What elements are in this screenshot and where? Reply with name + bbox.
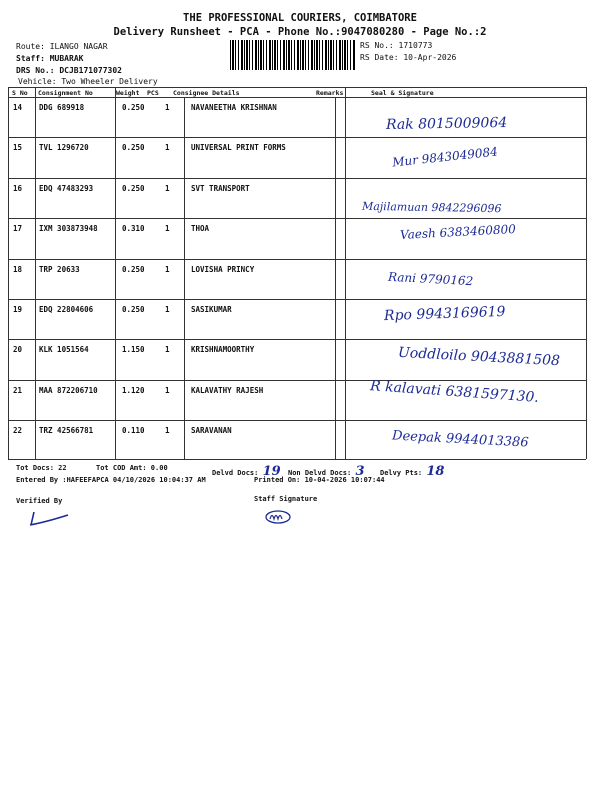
row-weight: 0.250 (122, 143, 145, 153)
row-pcs: 1 (165, 305, 170, 314)
row-weight: 0.310 (122, 224, 145, 234)
tot-docs-value: 22 (58, 464, 67, 472)
row-consignment-no: KLK 1051564 (39, 345, 89, 355)
row-pcs: 1 (165, 143, 170, 153)
row-weight: 0.250 (122, 183, 145, 193)
row-consignee: KRISHNAMOORTHY (191, 345, 255, 355)
row-consignee: THOA (191, 224, 210, 234)
col-divider (35, 87, 36, 459)
page-title: Delivery Runsheet - PCA - Phone No.:9047080280 - Page No.:2 (113, 26, 487, 38)
row-pcs: 1 (165, 103, 170, 112)
tot-cod-label: Tot COD Amt: (96, 464, 147, 472)
col-divider (586, 87, 587, 459)
non-delvd-docs-label: Non Delvd Docs: (288, 469, 352, 477)
row-divider (8, 420, 586, 421)
handwritten-signature: Vaesh 6383460800 (399, 221, 517, 243)
tot-cod (96, 464, 168, 472)
row-divider (8, 178, 586, 179)
handwritten-signature: Majilamuan 9842296096 (361, 199, 502, 216)
rs-no-line (360, 41, 432, 50)
header-bottom-rule (8, 97, 586, 98)
drs-value: DCJB171077302 (59, 66, 122, 75)
row-divider (8, 137, 586, 138)
drs-line (16, 66, 122, 75)
company-name: THE PROFESSIONAL COURIERS, COIMBATORE (183, 12, 417, 24)
delvd-docs-label: Delvd Docs: (212, 469, 259, 477)
tot-docs-label: Tot Docs: (16, 464, 54, 472)
route-label: Route: (16, 42, 45, 51)
row-divider (8, 380, 586, 381)
rs-date-value: 10-Apr-2026 (403, 53, 457, 62)
col-divider (115, 87, 116, 459)
handwritten-signature: Rani 9790162 (387, 269, 474, 289)
col-divider (345, 87, 346, 459)
handwritten-signature: R kalavati 6381597130. (369, 378, 540, 406)
row-weight: 0.250 (122, 103, 145, 112)
col-remarks: Remarks (316, 89, 344, 97)
verified-by-label: Verified By (16, 497, 63, 505)
row-consignee: UNIVERSAL PRINT FORMS (191, 143, 286, 153)
drs-label: DRS No.: (16, 66, 55, 75)
row-consignee: SASIKUMAR (191, 305, 232, 314)
row-divider (8, 259, 586, 260)
row-consignment-no: MAA 872206710 (39, 385, 98, 395)
verified-signature-mark (26, 510, 72, 528)
row-consignment-no: EDQ 47483293 (39, 183, 94, 193)
row-divider (8, 218, 586, 219)
row-sno: 18 (13, 264, 23, 274)
delvy-pts-value: 18 (426, 464, 445, 479)
row-pcs: 1 (165, 426, 170, 436)
printed-on-value: 10-04-2026 10:07:44 (304, 476, 385, 484)
row-consignment-no: IXM 303873948 (39, 224, 98, 234)
col-sno: S No (12, 89, 28, 97)
tot-cod-value: 0.00 (150, 464, 168, 472)
handwritten-signature: Mur 9843049084 (391, 144, 499, 170)
col-weight: Weight (116, 89, 140, 97)
col-seal-signature: Seal & Signature (371, 89, 434, 97)
col-divider (184, 97, 185, 459)
rs-date-line (360, 53, 456, 62)
row-sno: 20 (13, 345, 23, 355)
entered-by (16, 476, 206, 484)
table-top-rule (8, 87, 586, 88)
handwritten-signature: Deepak 9944013386 (391, 428, 529, 451)
row-weight: 0.110 (122, 426, 145, 436)
col-divider (335, 97, 336, 459)
row-sno: 16 (13, 183, 23, 193)
row-consignment-no: TRP 20633 (39, 264, 80, 274)
rs-no-value: 1710773 (398, 41, 433, 50)
non-delvd-docs-value: 3 (355, 464, 365, 479)
row-divider (8, 299, 586, 300)
row-consignee: KALAVATHY RAJESH (191, 385, 264, 395)
row-consignment-no: EDQ 22804606 (39, 305, 94, 314)
row-pcs: 1 (165, 345, 170, 355)
row-weight: 1.150 (122, 345, 145, 355)
row-weight: 0.250 (122, 305, 145, 314)
row-consignment-no: TRZ 42566781 (39, 426, 94, 436)
delvd-docs-value: 19 (262, 464, 281, 479)
row-consignee: SARAVANAN (191, 426, 232, 436)
staff-signature-mark (262, 508, 298, 526)
row-sno: 19 (13, 305, 23, 314)
row-consignment-no: DDG 689918 (39, 103, 85, 112)
handwritten-signature: Rpo 9943169619 (383, 303, 506, 325)
row-sno: 22 (13, 426, 23, 436)
row-pcs: 1 (165, 183, 170, 193)
row-weight: 0.250 (122, 264, 145, 274)
delvy-pts-label: Delvy Pts: (380, 469, 423, 477)
row-weight: 1.120 (122, 385, 145, 395)
col-divider (8, 87, 9, 459)
printed-on (254, 476, 385, 484)
row-consignee: NAVANEETHA KRISHNAN (191, 103, 277, 112)
entered-by-label: Entered By : (16, 476, 67, 484)
rs-date-label: RS Date: (360, 53, 399, 62)
row-pcs: 1 (165, 264, 170, 274)
handwritten-signature: Rak 8015009064 (385, 114, 508, 134)
barcode-image (230, 40, 356, 70)
row-sno: 14 (13, 103, 23, 112)
row-pcs: 1 (165, 385, 170, 395)
handwritten-signature: Uoddloilo 9043881508 (397, 344, 561, 370)
row-sno: 15 (13, 143, 23, 153)
col-pcs: PCS (147, 89, 159, 97)
row-consignee: LOVISHA PRINCY (191, 264, 255, 274)
vehicle-value: Two Wheeler Delivery (61, 77, 158, 86)
tot-docs (16, 464, 67, 472)
row-consignee: SVT TRANSPORT (191, 183, 250, 193)
vehicle-label: Vehicle: (18, 77, 57, 86)
printed-on-label: Printed On: (254, 476, 301, 484)
row-sno: 17 (13, 224, 23, 234)
row-pcs: 1 (165, 224, 170, 234)
rs-no-label: RS No.: (360, 41, 394, 50)
vehicle-line (18, 77, 158, 86)
delvy-pts (380, 464, 444, 479)
route-line (16, 42, 108, 51)
staff-line (16, 54, 83, 63)
col-consignee: Consignee Details (173, 89, 240, 97)
row-sno: 21 (13, 385, 23, 395)
staff-value: MUBARAK (49, 54, 84, 63)
row-divider (8, 339, 586, 340)
route-value: ILANGO NAGAR (49, 42, 108, 51)
col-consignment: Consignment No (38, 89, 93, 97)
row-consignment-no: TVL 1296720 (39, 143, 89, 153)
entered-by-value: HAFEEFAPCA 04/10/2026 10:04:37 AM (66, 476, 206, 484)
totals-rule (8, 459, 586, 460)
staff-signature-label: Staff Signature (254, 495, 318, 503)
staff-label: Staff: (16, 54, 45, 63)
